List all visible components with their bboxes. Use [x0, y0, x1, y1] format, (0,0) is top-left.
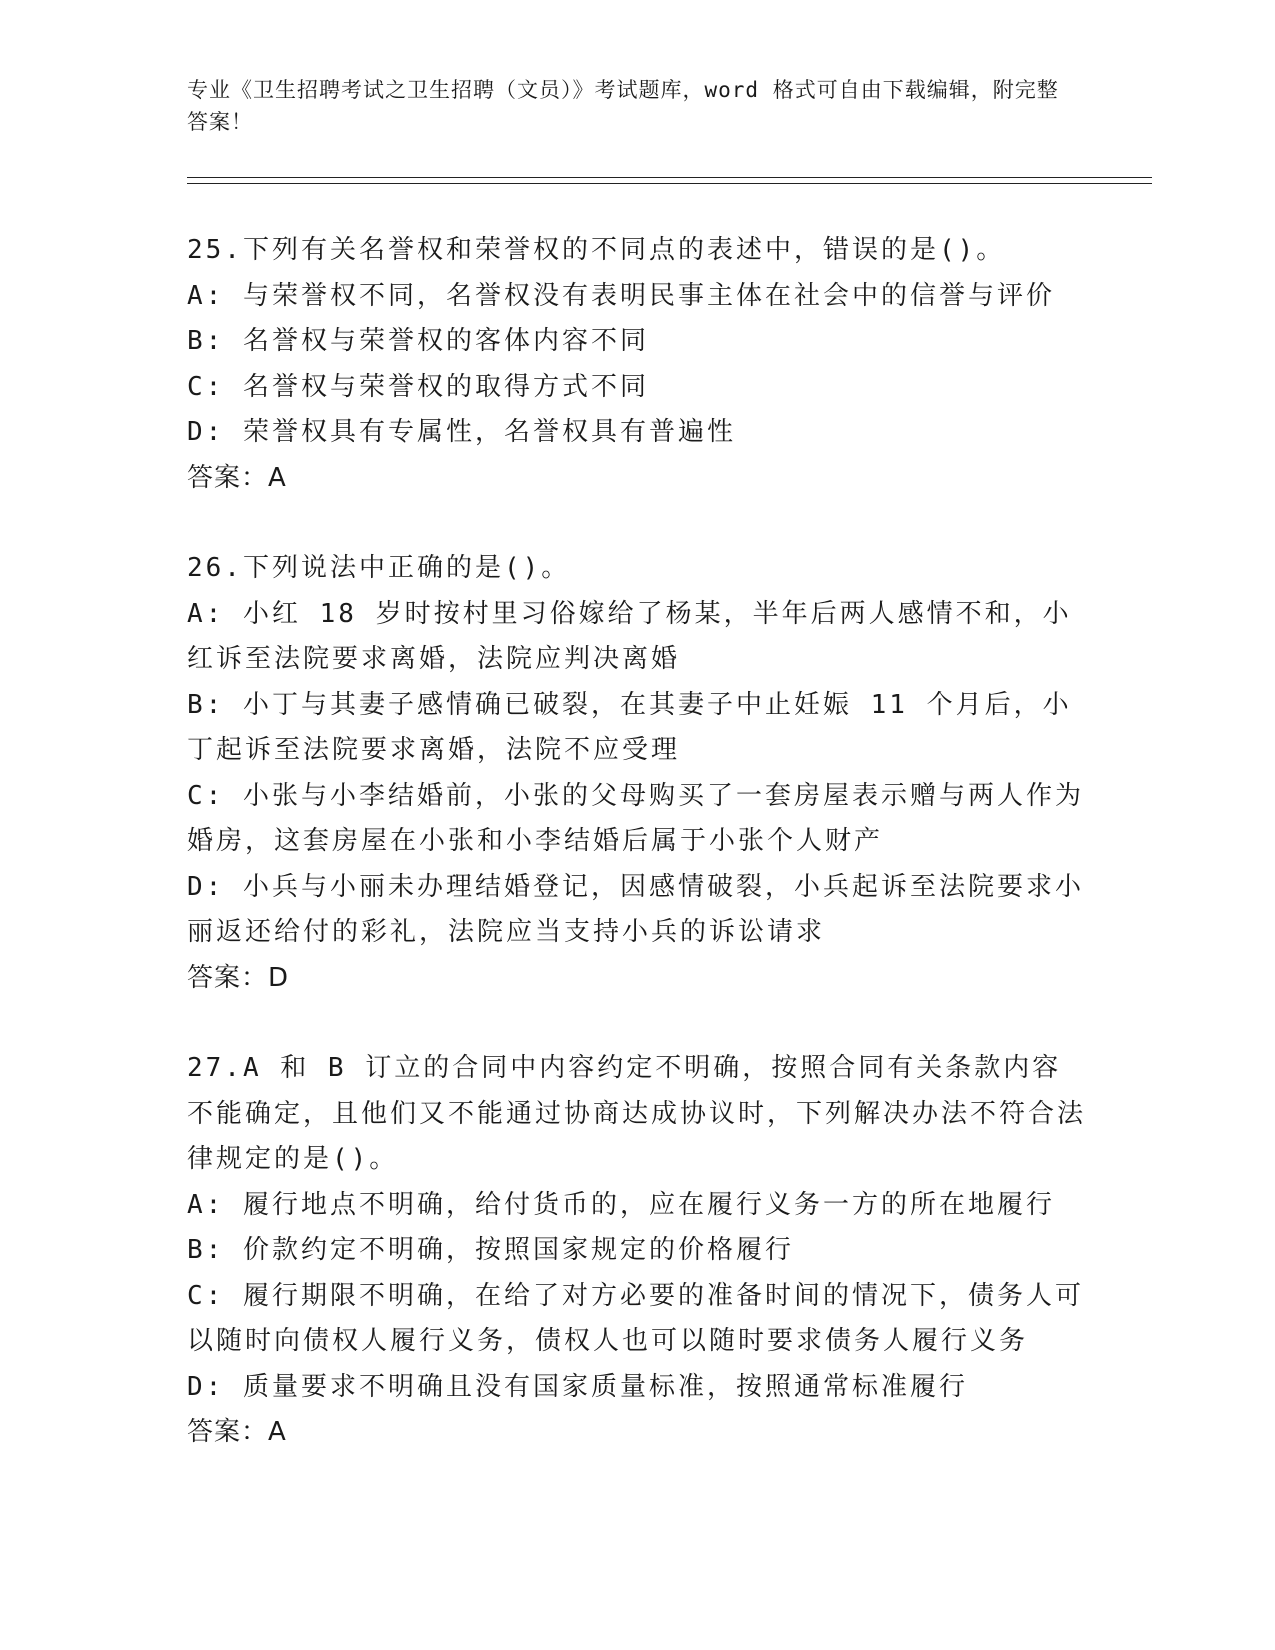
answer-line: 答案：D — [187, 962, 290, 993]
option-c: C: 小张与小李结婚前，小张的父母购买了一套房屋表示赠与两人作为婚房，这套房屋在小张和小李结婚后属于小张个人财产 — [187, 780, 1084, 856]
question-26 — [187, 546, 1087, 1001]
answer-line: 答案：A — [187, 462, 287, 493]
option-d: D: 荣誉权具有专属性，名誉权具有普遍性 — [187, 417, 736, 447]
question-25 — [187, 228, 1087, 501]
option-a: A: 与荣誉权不同，名誉权没有表明民事主体在社会中的信誉与评价 — [187, 280, 1055, 311]
document-header: 专业《卫生招聘考试之卫生招聘（文员）》考试题库，word 格式可自由下载编辑，附完整答案！ — [187, 78, 1059, 134]
question-stem: 27.A 和 B 订立的合同中内容约定不明确，按照合同有关条款内容不能确定，且他们又不能通过协商达成协议时，下列解决办法不符合法律规定的是()。 — [187, 1053, 1087, 1174]
answer-line: 答案：A — [187, 1417, 287, 1447]
header-divider-bottom — [187, 183, 1152, 184]
question-27 — [187, 1046, 1087, 1456]
option-c: C: 履行期限不明确，在给了对方必要的准备时间的情况下，债务人可以随时向债权人履行义务，债权人也可以随时要求债务人履行义务 — [187, 1280, 1084, 1356]
option-c: C: 名誉权与荣誉权的取得方式不同 — [187, 371, 649, 402]
option-d: D: 质量要求不明确且没有国家质量标准，按照通常标准履行 — [187, 1371, 968, 1402]
option-d: D: 小兵与小丽未办理结婚登记，因感情破裂，小兵起诉至法院要求小丽返还给付的彩礼，法院应当支持小兵的诉讼请求 — [187, 871, 1084, 947]
question-list — [187, 228, 1087, 1501]
question-stem: 25.下列有关名誉权和荣誉权的不同点的表述中，错误的是()。 — [187, 235, 1006, 265]
option-b: B: 小丁与其妻子感情确已破裂，在其妻子中止妊娠 11 个月后，小丁起诉至法院要求离婚，法院不应受理 — [187, 689, 1072, 765]
header-divider-top — [187, 177, 1152, 178]
option-a: A: 小红 18 岁时按村里习俗嫁给了杨某，半年后两人感情不和，小红诉至法院要求离婚，法院应判决离婚 — [187, 598, 1072, 674]
option-b: B: 价款约定不明确，按照国家规定的价格履行 — [187, 1235, 794, 1265]
option-a: A: 履行地点不明确，给付货币的，应在履行义务一方的所在地履行 — [187, 1189, 1055, 1220]
question-stem: 26.下列说法中正确的是()。 — [187, 553, 571, 583]
option-b: B: 名誉权与荣誉权的客体内容不同 — [187, 326, 649, 356]
